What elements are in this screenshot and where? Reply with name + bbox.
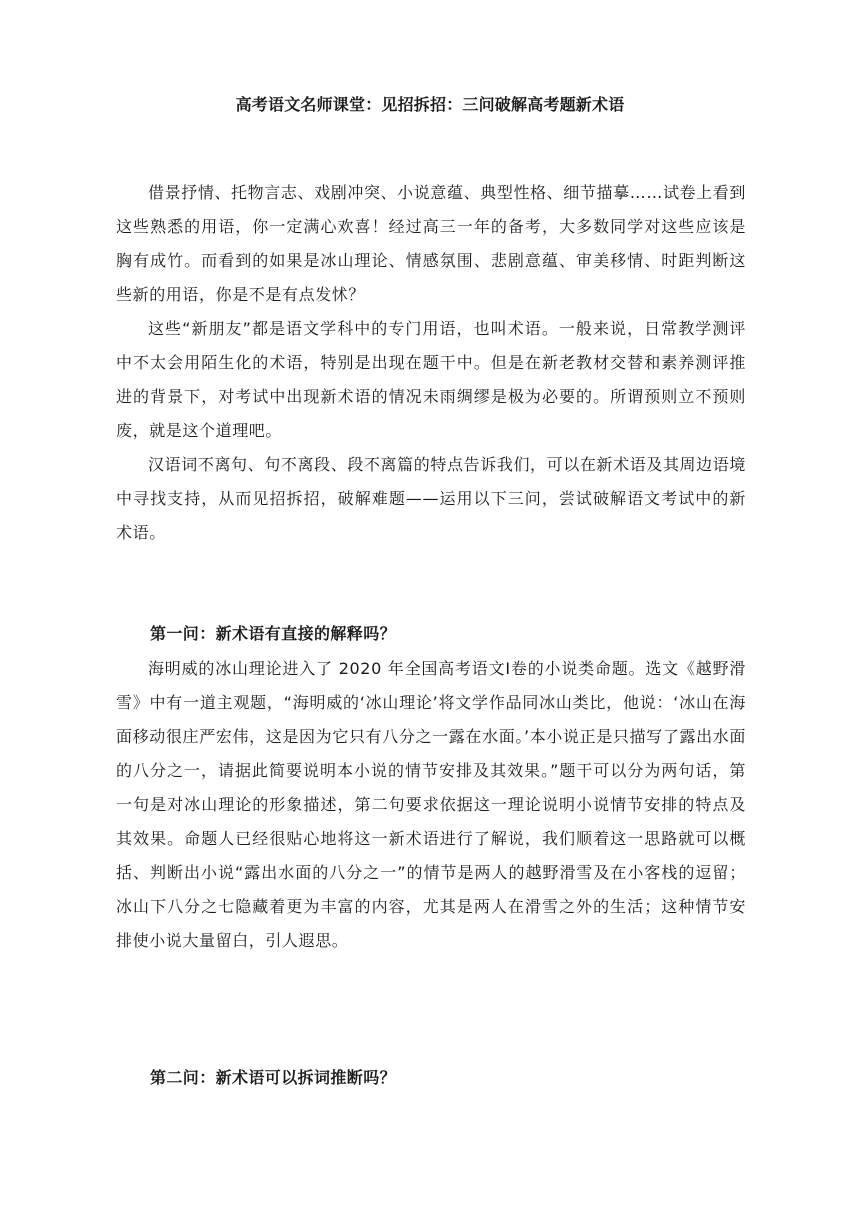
intro-paragraph-3: 汉语词不离句、句不离段、段不离篇的特点告诉我们，可以在新术语及其周边语境中寻找支持，从而见招拆招，破解难题——运用以下三问，尝试破解语文考试中的新术语。 xyxy=(116,455,746,542)
intro-paragraph-2: 这些“新朋友”都是语文学科中的专门用语，也叫术语。一般来说，日常教学测评中不太会用陌生化的术语，特别是出现在题干中。但是在新老教材交替和素养测评推进的背景下，对考试中出现新术语的情况未雨绸缪是极为必要的。所谓预则立不预则废，就是这个道理吧。 xyxy=(116,319,746,440)
section-1-paragraph: 海明威的冰山理论进入了 2020 年全国高考语文Ⅰ卷的小说类命题。选文《越野滑雪》中有一道主观题，“海明威的‘冰山理论’将文学作品同冰山类比，他说：‘冰山在海面移动很庄严宏伟，这是因为它只有八分之一露在水面。’本小说正是只描写了露出水面的八分之一，请据此简要说明本小说的情节安排及其效果。”题干可以分为两句话，第一句是对冰山理论的形象描述，第二句要求依据这一理论说明小说情节安排的特点及其效果。命题人已经很贴心地将这一新术语进行了解说，我们顺着这一思路就可以概括、判断出小说“露出水面的八分之一”的情节是两人的越野滑雪及在小客栈的逗留；冰山下八分之七隐藏着更为丰富的内容，尤其是两人在滑雪之外的生活；这种情节安排使小说大量留白，引人遐思。 xyxy=(116,659,746,950)
section-1-heading: 第一问：新术语有直接的解释吗？ xyxy=(150,624,397,643)
document-title: 高考语文名师课堂：见招拆招：三问破解高考题新术语 xyxy=(235,95,625,114)
intro-section xyxy=(116,176,746,550)
section-1-body xyxy=(116,652,746,958)
section-2-heading: 第二问：新术语可以拆词推断吗？ xyxy=(150,1068,397,1087)
intro-paragraph-1: 借景抒情、托物言志、戏剧冲突、小说意蕴、典型性格、细节描摹……试卷上看到这些熟悉的用语，你一定满心欢喜！经过高三一年的备考，大多数同学对这些应该是胸有成竹。而看到的如果是冰山理论、情感氛围、悲剧意蕴、审美移情、时距判断这些新的用语，你是不是有点发怵？ xyxy=(116,183,746,304)
